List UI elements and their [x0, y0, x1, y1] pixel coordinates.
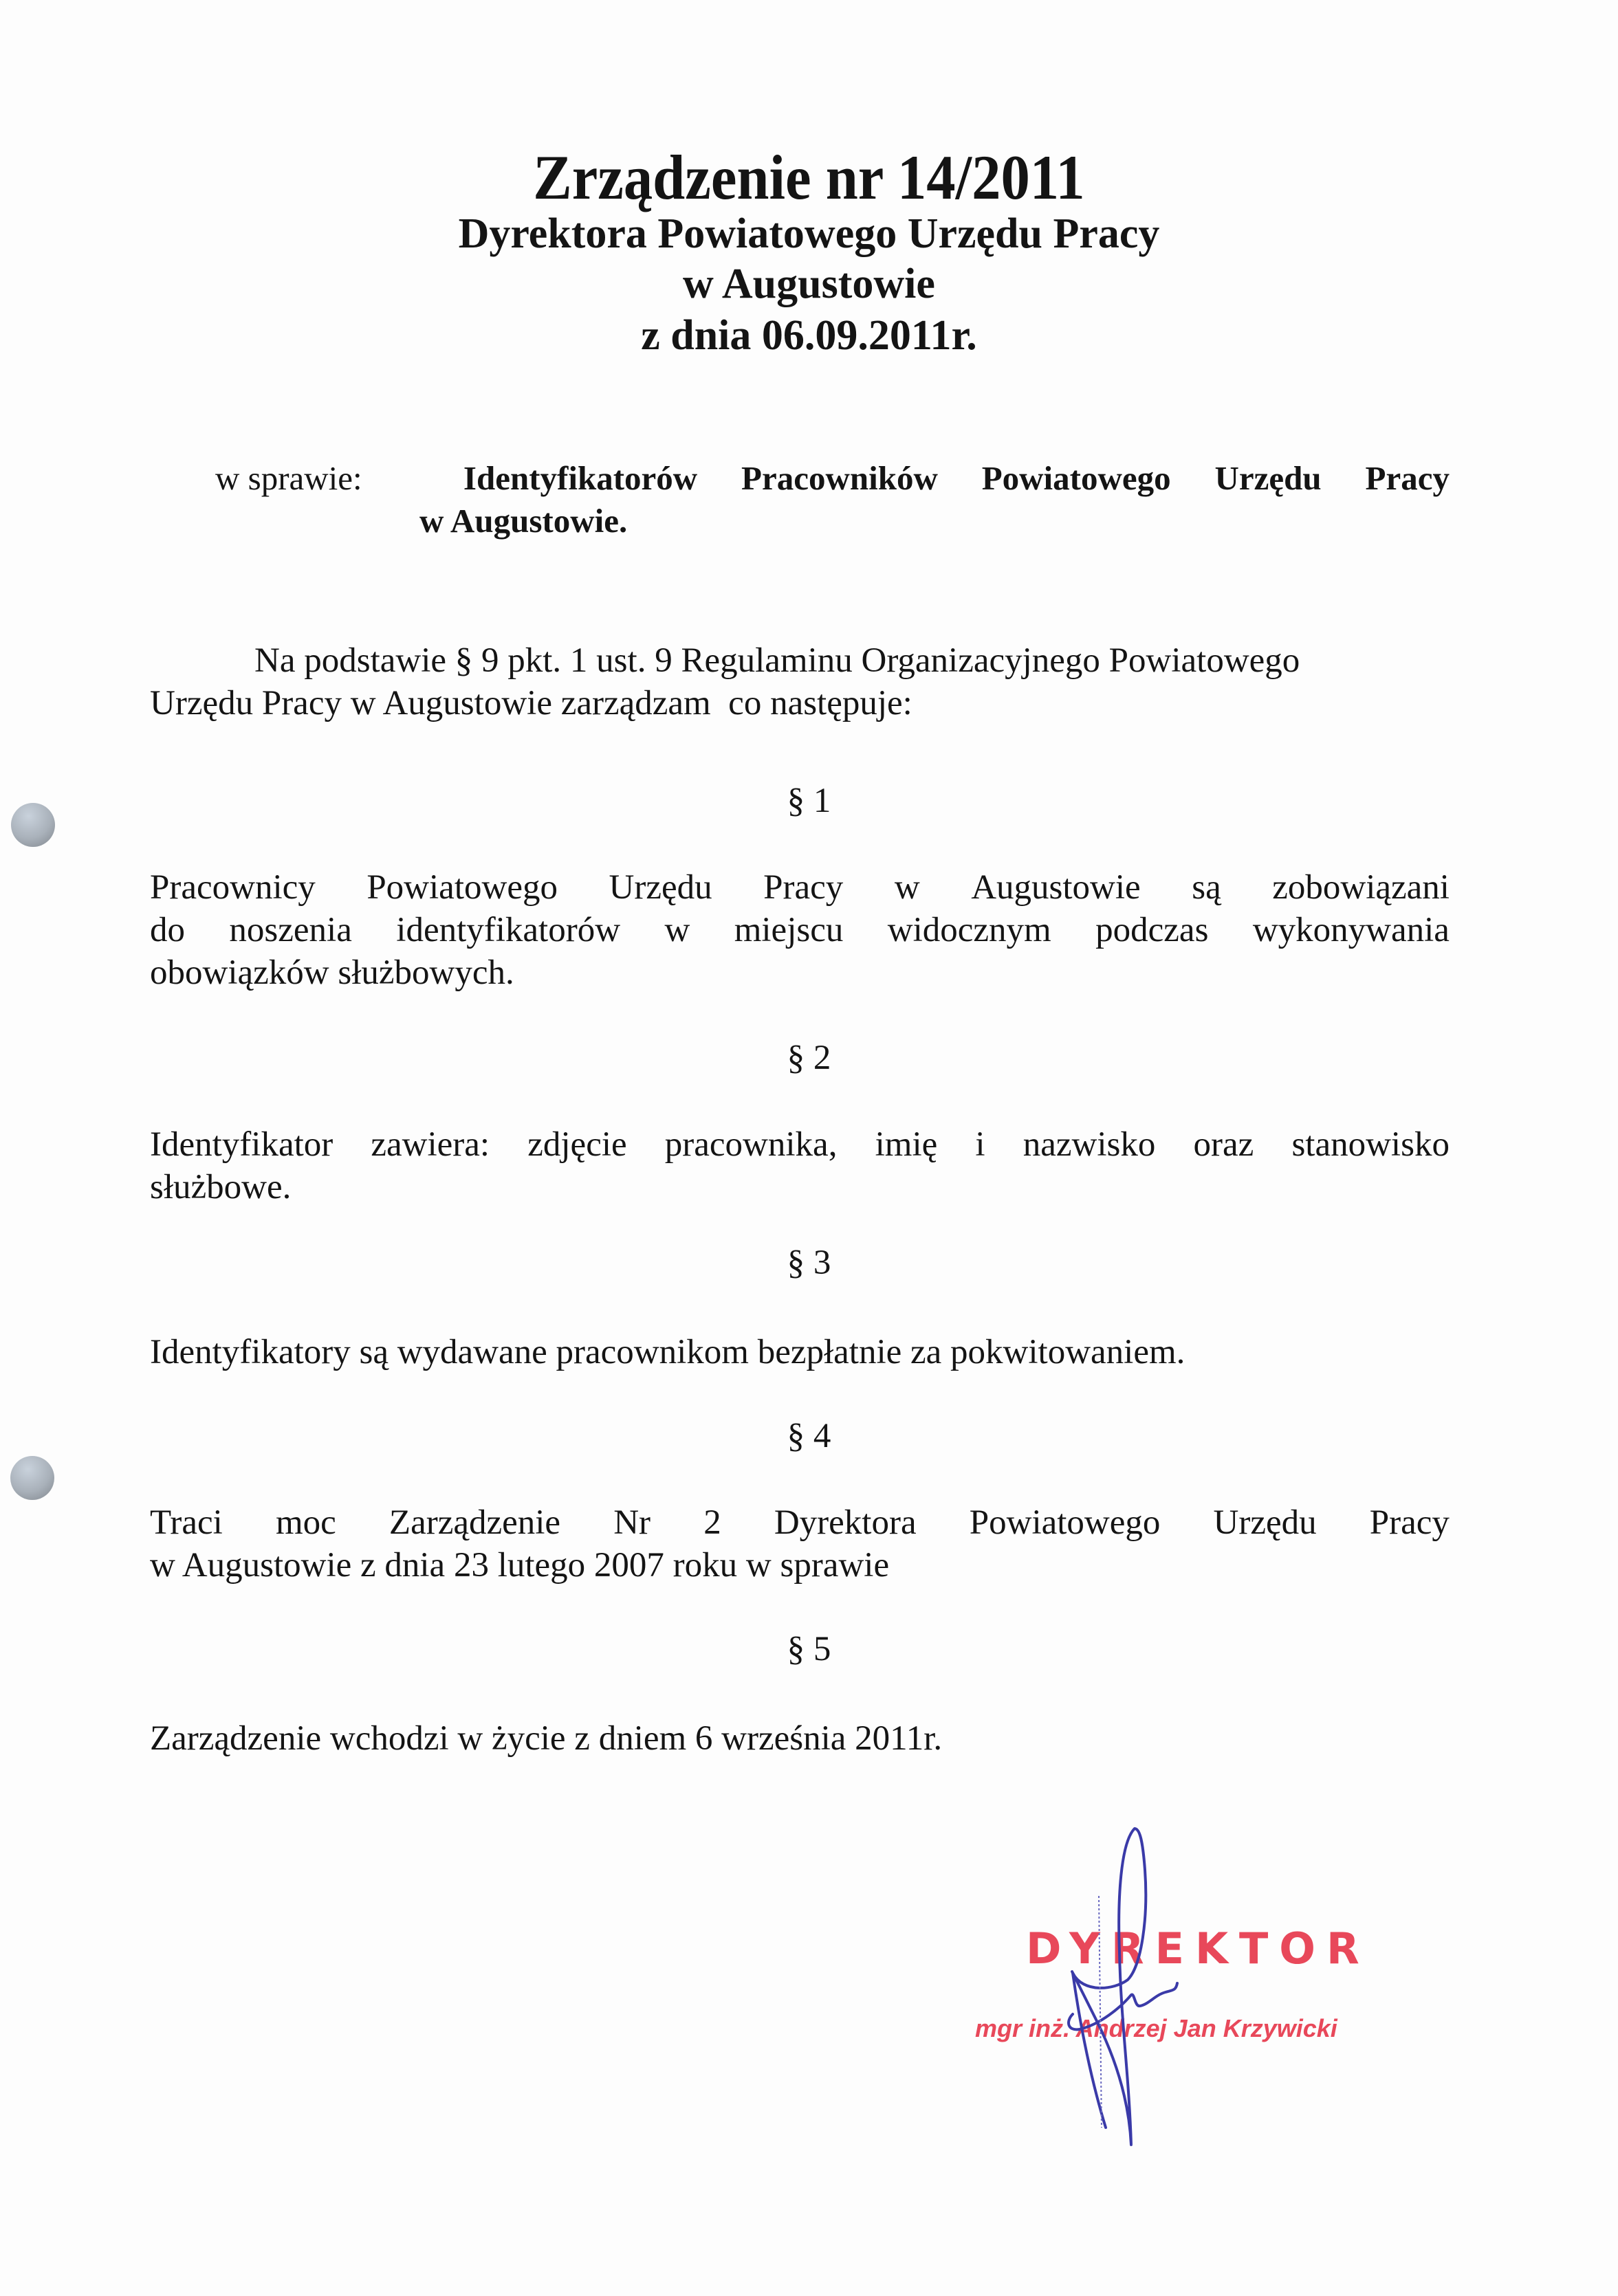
- word: widocznym: [887, 911, 1051, 949]
- date-line: z dnia 06.09.2011r.: [641, 312, 977, 359]
- stamp-title: DYREKTOR: [1026, 1923, 1370, 1974]
- subject-line-1: [215, 457, 1450, 500]
- word: identyfikatorów: [396, 911, 621, 949]
- word: i: [975, 1125, 985, 1164]
- section-2-heading: § 2: [787, 1039, 831, 1077]
- preamble-line-1: Na podstawie § 9 pkt. 1 ust. 9 Regulaminu Organizacyjnego Powiatowego: [254, 641, 1300, 680]
- section-5-line: Zarządzenie wchodzi w życie z dniem 6 września 2011r.: [150, 1719, 943, 1758]
- word: wykonywania: [1252, 911, 1450, 949]
- section-2-line: [150, 1123, 1450, 1166]
- word: są: [1192, 868, 1221, 907]
- subject-line-2: w Augustowie.: [419, 502, 628, 540]
- word: Powiatowego: [367, 868, 558, 907]
- section-1-heading: § 1: [787, 782, 831, 820]
- section-4-line: [150, 1501, 1450, 1544]
- word: Augustowie: [971, 868, 1141, 907]
- stamp-name: mgr inż. Andrzej Jan Krzywicki: [975, 2014, 1337, 2042]
- subject-word: Powiatowego: [981, 459, 1171, 497]
- word: w: [664, 911, 690, 949]
- word: Nr: [613, 1503, 651, 1542]
- word: zdjęcie: [527, 1125, 627, 1164]
- word: zawiera:: [371, 1125, 490, 1164]
- preamble: [150, 639, 1450, 725]
- word: Urzędu: [1213, 1503, 1317, 1542]
- subject-word: Identyfikatorów: [463, 459, 698, 497]
- section-4-line: w Augustowie z dnia 23 lutego 2007 roku w sprawie: [150, 1546, 890, 1585]
- preamble-line-2: Urzędu Pracy w Augustowie zarządzam co następuje:: [150, 684, 912, 722]
- section-3-heading: § 3: [787, 1244, 831, 1282]
- word: noszenia: [229, 911, 352, 949]
- section-1-body: [150, 866, 1450, 994]
- signature-stroke: [1099, 1896, 1102, 2128]
- word: zobowiązani: [1272, 868, 1450, 907]
- section-1-line: [150, 909, 1450, 951]
- word: Pracownicy: [150, 868, 316, 907]
- word: stanowisko: [1291, 1125, 1450, 1164]
- section-2-body: [150, 1123, 1450, 1208]
- word: Powiatowego: [969, 1503, 1161, 1542]
- word: Dyrektora: [774, 1503, 917, 1542]
- word: Pracy: [1369, 1503, 1450, 1542]
- section-1-line: [150, 866, 1450, 909]
- word: nazwisko: [1023, 1125, 1156, 1164]
- word: Traci: [150, 1503, 223, 1542]
- handwritten-signature: [949, 1815, 1375, 2159]
- word: Urzędu: [609, 868, 712, 907]
- subject-word: Urzędu: [1214, 459, 1322, 497]
- section-3-body: [150, 1331, 1450, 1373]
- word: do: [150, 911, 185, 949]
- issuer-line-1: Dyrektora Powiatowego Urzędu Pracy: [458, 210, 1160, 257]
- subject-label: w sprawie:: [215, 459, 362, 497]
- signature-stroke: [1072, 1829, 1146, 2145]
- subject-word: Pracy: [1365, 459, 1450, 497]
- word: miejscu: [734, 911, 844, 949]
- word: oraz: [1193, 1125, 1254, 1164]
- word: podczas: [1095, 911, 1209, 949]
- section-3-line: Identyfikatory są wydawane pracownikom bezpłatnie za pokwitowaniem.: [150, 1333, 1185, 1371]
- section-1-line: obowiązków służbowych.: [150, 953, 514, 992]
- section-4-body: [150, 1501, 1450, 1587]
- section-5-heading: § 5: [787, 1630, 831, 1668]
- word: moc: [275, 1503, 336, 1542]
- document-title: Zrządzenie nr 14/2011: [533, 142, 1085, 212]
- word: pracownika,: [664, 1125, 838, 1164]
- section-5-body: [150, 1717, 1450, 1760]
- word: Zarządzenie: [389, 1503, 561, 1542]
- word: w: [894, 868, 920, 907]
- word: Pracy: [763, 868, 844, 907]
- punch-hole-bottom: [10, 1456, 54, 1500]
- subject-word: Pracowników: [741, 459, 938, 497]
- subject-block: [215, 457, 1450, 542]
- word: imię: [875, 1125, 938, 1164]
- section-2-line: służbowe.: [150, 1168, 292, 1206]
- issuer-line-2: w Augustowie: [683, 261, 935, 307]
- word: 2: [703, 1503, 721, 1542]
- section-4-heading: § 4: [787, 1417, 831, 1455]
- word: Identyfikator: [150, 1125, 334, 1164]
